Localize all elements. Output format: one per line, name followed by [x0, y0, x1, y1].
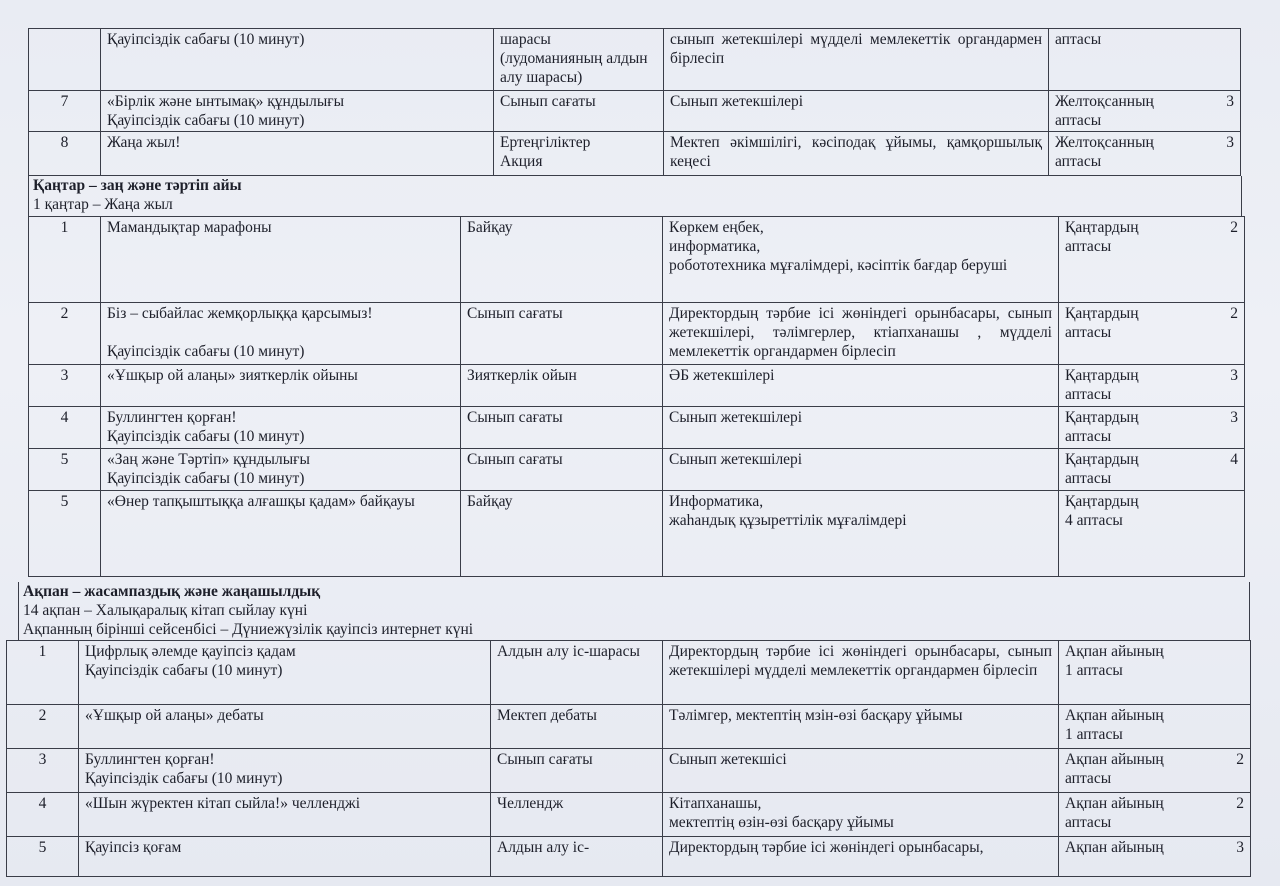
- form-cell: Алдын алу іс-шарасы: [491, 641, 663, 705]
- period-text: Қаңтардың аптасы: [1065, 305, 1139, 341]
- event-cell: «Заң және Тәртіп» құндылығы Қауіпсіздік сабағы (10 минут): [101, 449, 461, 491]
- event-cell: Буллингтен қорған! Қауіпсіздік сабағы (10 минут): [101, 407, 461, 449]
- responsible-cell: Информатика, жаһандық құзыреттілік мұғалімдері: [663, 491, 1059, 577]
- form-cell: шарасы (лудоманияның алдын алу шарасы): [494, 29, 664, 91]
- period-week: 3: [1230, 409, 1238, 426]
- period-week: 3: [1236, 839, 1244, 856]
- february-table: [6, 640, 1251, 877]
- period-week: 4: [1230, 451, 1238, 468]
- form-cell: Мектеп дебаты: [491, 705, 663, 749]
- row-number: 2: [29, 303, 101, 365]
- responsible-cell: Мектеп әкімшілігі, кәсіподақ ұйымы, қамқоршылық кеңесі: [664, 132, 1049, 176]
- period-cell: [1059, 641, 1251, 705]
- responsible-cell: Тәлімгер, мектептің мзін-өзі басқару ұйымы: [663, 705, 1059, 749]
- period-cell: [1049, 91, 1241, 132]
- period-text: Қаңтардың аптасы: [1065, 409, 1139, 445]
- event-cell: «Ұшқыр ой алаңы» дебаты: [79, 705, 491, 749]
- form-cell: Сынып сағаты: [461, 407, 663, 449]
- row-number: 4: [29, 407, 101, 449]
- table-row: [7, 705, 1251, 749]
- responsible-cell: Сынып жетекшілері: [663, 449, 1059, 491]
- event-cell: Қауіпсіз қоғам: [79, 837, 491, 877]
- table-row: [29, 303, 1245, 365]
- form-cell: Ертеңгіліктер Акция: [494, 132, 664, 176]
- section-subtitle: Ақпанның бірінші сейсенбісі – Дүниежүзілік қауіпсіз интернет күні: [23, 621, 474, 638]
- table-row: [7, 641, 1251, 705]
- table-row: [29, 217, 1245, 303]
- period-text: аптасы: [1055, 31, 1102, 48]
- period-week: 3: [1230, 367, 1238, 384]
- form-cell: Челлендж: [491, 793, 663, 837]
- period-text: Ақпан айының аптасы: [1065, 751, 1164, 787]
- february-section-header: [18, 582, 1250, 640]
- period-cell: [1059, 365, 1245, 407]
- period-cell: [1059, 793, 1251, 837]
- january-table: [28, 216, 1245, 577]
- responsible-cell: Сынып жетекшілері: [663, 407, 1059, 449]
- section-title: Ақпан – жасампаздық және жаңашылдық: [23, 583, 321, 600]
- form-cell: Сынып сағаты: [461, 449, 663, 491]
- row-number: 7: [29, 91, 101, 132]
- table-row: [29, 29, 1241, 91]
- event-cell: Буллингтен қорған! Қауіпсіздік сабағы (10 минут): [79, 749, 491, 793]
- period-cell: [1059, 449, 1245, 491]
- row-number: 5: [29, 491, 101, 577]
- table-row: [7, 793, 1251, 837]
- form-cell: Байқау: [461, 491, 663, 577]
- period-week: 2: [1236, 795, 1244, 812]
- event-cell: «Өнер тапқыштыққа алғашқы қадам» байқауы: [101, 491, 461, 577]
- period-text: Ақпан айының 1 аптасы: [1065, 707, 1164, 743]
- event-cell: Біз – сыбайлас жемқорлыққа қарсымыз! Қауіпсіздік сабағы (10 минут): [101, 303, 461, 365]
- period-text: Қаңтардың аптасы: [1065, 219, 1139, 255]
- responsible-cell: Директордың тәрбие ісі жөніндегі орынбасары,: [663, 837, 1059, 877]
- responsible-cell: Кітапханашы, мектептің өзін-өзі басқару ұйымы: [663, 793, 1059, 837]
- form-cell: Сынып сағаты: [461, 303, 663, 365]
- event-cell: Цифрлық әлемде қауіпсіз қадам Қауіпсіздік сабағы (10 минут): [79, 641, 491, 705]
- responsible-cell: Көркем еңбек, информатика, робототехника мұғалімдері, кәсіптік бағдар беруші: [663, 217, 1059, 303]
- event-cell: «Ұшқыр ой алаңы» зияткерлік ойыны: [101, 365, 461, 407]
- section-subtitle: 1 қаңтар – Жаңа жыл: [33, 196, 173, 213]
- row-number: [29, 29, 101, 91]
- period-text: Қаңтардың аптасы: [1065, 367, 1139, 403]
- period-week: 2: [1236, 751, 1244, 768]
- table-row: [29, 407, 1245, 449]
- period-cell: [1059, 491, 1245, 577]
- period-cell: [1059, 837, 1251, 877]
- row-number: 8: [29, 132, 101, 176]
- period-cell: [1049, 29, 1241, 91]
- table-row: [29, 449, 1245, 491]
- period-cell: [1059, 749, 1251, 793]
- event-cell: Жаңа жыл!: [101, 132, 494, 176]
- responsible-cell: Сынып жетекшісі: [663, 749, 1059, 793]
- period-cell: [1059, 217, 1245, 303]
- form-cell: Зияткерлік ойын: [461, 365, 663, 407]
- table-row: [29, 91, 1241, 132]
- period-text: Қаңтардың аптасы: [1065, 451, 1139, 487]
- period-cell: [1059, 407, 1245, 449]
- period-week: 2: [1230, 219, 1238, 236]
- table-row: [29, 491, 1245, 577]
- december-table: [28, 28, 1241, 176]
- table-row: [29, 132, 1241, 176]
- period-text: Қаңтардың 4 аптасы: [1065, 493, 1139, 529]
- table-row: [7, 837, 1251, 877]
- responsible-cell: Директордың тәрбие ісі жөніндегі орынбасары, сынып жетекшілері, тәлімгерлер, ктіапханашы , мүдделі мемлекеттік органдармен бірлесіп: [663, 303, 1059, 365]
- responsible-cell: Сынып жетекшілері: [664, 91, 1049, 132]
- period-cell: [1059, 705, 1251, 749]
- table-row: [7, 749, 1251, 793]
- period-week: 3: [1226, 134, 1234, 151]
- form-cell: Байқау: [461, 217, 663, 303]
- row-number: 1: [7, 641, 79, 705]
- responsible-cell: сынып жетекшілері мүдделі мемлекеттік органдармен бірлесіп: [664, 29, 1049, 91]
- row-number: 5: [29, 449, 101, 491]
- event-cell: Қауіпсіздік сабағы (10 минут): [101, 29, 494, 91]
- row-number: 1: [29, 217, 101, 303]
- section-title: Қаңтар – заң және тәртіп айы: [33, 177, 242, 194]
- january-section-header: [28, 176, 1242, 216]
- period-text: Ақпан айының аптасы: [1065, 795, 1164, 831]
- form-cell: Сынып сағаты: [494, 91, 664, 132]
- row-number: 2: [7, 705, 79, 749]
- event-cell: «Шын жүректен кітап сыйла!» челленджі: [79, 793, 491, 837]
- responsible-cell: ӘБ жетекшілері: [663, 365, 1059, 407]
- period-cell: [1059, 303, 1245, 365]
- responsible-cell: Директордың тәрбие ісі жөніндегі орынбасары, сынып жетекшілері мүдделі мемлекеттік органдармен бірлесіп: [663, 641, 1059, 705]
- form-cell: Сынып сағаты: [491, 749, 663, 793]
- period-week: 3: [1226, 93, 1234, 110]
- period-text: Желтоқсанның аптасы: [1055, 134, 1154, 170]
- event-cell: «Бірлік және ынтымақ» құндылығы Қауіпсіздік сабағы (10 минут): [101, 91, 494, 132]
- row-number: 3: [29, 365, 101, 407]
- table-row: [29, 365, 1245, 407]
- period-text: Желтоқсанның аптасы: [1055, 93, 1154, 129]
- form-cell: Алдын алу іс-: [491, 837, 663, 877]
- section-subtitle: 14 ақпан – Халықаралық кітап сыйлау күні: [23, 602, 308, 619]
- period-cell: [1049, 132, 1241, 176]
- row-number: 5: [7, 837, 79, 877]
- period-week: 2: [1230, 305, 1238, 322]
- event-cell: Мамандықтар марафоны: [101, 217, 461, 303]
- period-text: Ақпан айының 1 аптасы: [1065, 643, 1164, 679]
- period-text: Ақпан айының: [1065, 839, 1164, 856]
- row-number: 4: [7, 793, 79, 837]
- row-number: 3: [7, 749, 79, 793]
